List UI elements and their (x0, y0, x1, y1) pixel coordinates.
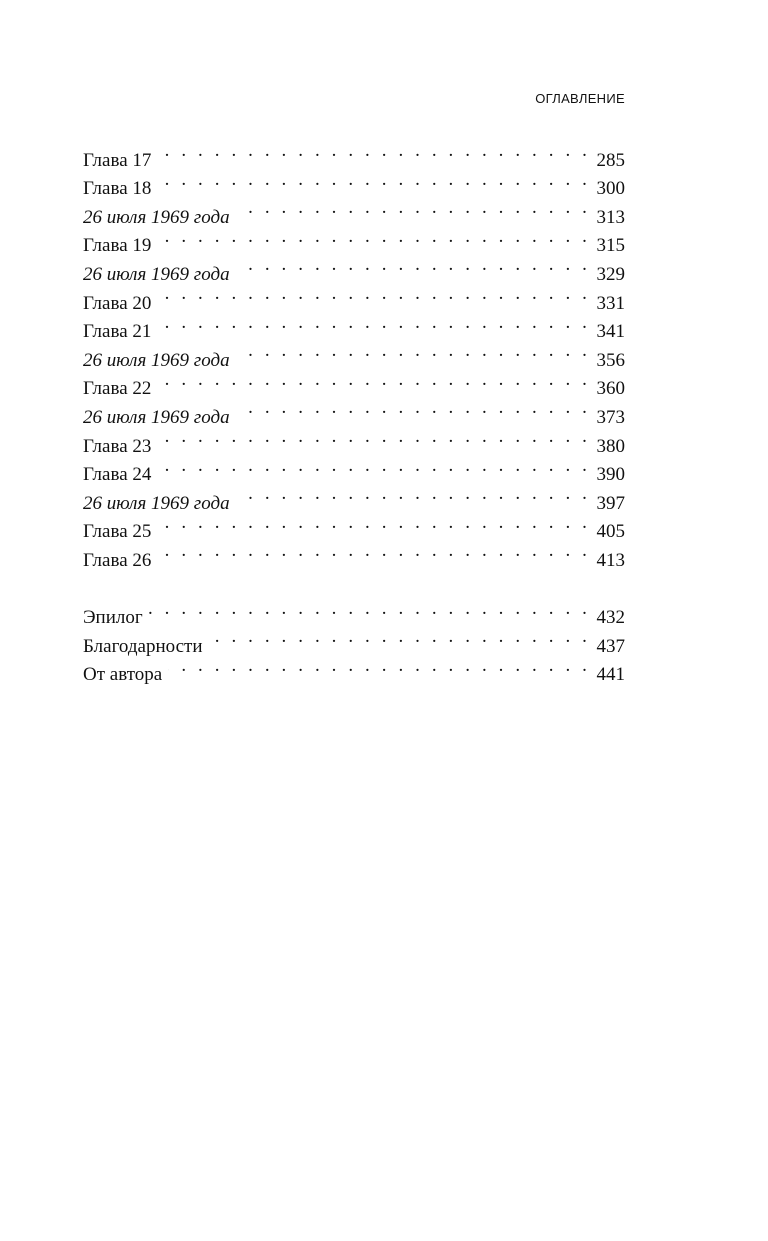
toc-entry-title: От автора (83, 664, 163, 686)
toc-entry-title: 26 июля 1969 года (83, 263, 230, 285)
table-of-contents (83, 137, 625, 686)
toc-entry-page: 437 (596, 635, 625, 657)
toc-entry-title: Глава 22 (83, 378, 152, 400)
dot-leader (157, 280, 590, 309)
toc-entry-page: 300 (596, 178, 625, 200)
toc-entry-page: 390 (596, 464, 625, 486)
toc-entry[interactable] (83, 309, 625, 343)
toc-entry-page: 432 (596, 607, 625, 629)
toc-entry[interactable] (83, 509, 625, 543)
toc-entry-page: 360 (596, 378, 625, 400)
toc-entry-title: Благодарности (83, 635, 203, 657)
toc-entry[interactable] (83, 537, 625, 571)
dot-leader (157, 309, 590, 338)
dot-leader (157, 423, 590, 452)
toc-entry-page: 441 (596, 664, 625, 686)
toc-entry-page: 285 (596, 149, 625, 171)
toc-entry-page: 373 (596, 406, 625, 428)
toc-entry-page: 356 (596, 349, 625, 371)
toc-entry-title: Глава 24 (83, 464, 152, 486)
toc-entry[interactable] (83, 337, 625, 371)
toc-entry-page: 405 (596, 521, 625, 543)
toc-entry-title: Глава 20 (83, 292, 152, 314)
toc-entry-page: 380 (596, 435, 625, 457)
dot-leader (168, 652, 590, 681)
toc-entry-title: Глава 26 (83, 549, 152, 571)
toc-entry-page: 397 (596, 492, 625, 514)
toc-entry-title: Эпилог (83, 607, 143, 629)
toc-entry-title: Глава 21 (83, 321, 152, 343)
toc-entry-title: Глава 23 (83, 435, 152, 457)
dot-leader (157, 137, 590, 166)
toc-entry-title: Глава 19 (83, 235, 152, 257)
dot-leader (157, 537, 590, 566)
dot-leader (157, 366, 590, 395)
toc-entry-title: 26 июля 1969 года (83, 206, 230, 228)
toc-entry-title: 26 июля 1969 года (83, 349, 230, 371)
toc-entry-title: Глава 25 (83, 521, 152, 543)
toc-entry-title: 26 июля 1969 года (83, 492, 230, 514)
dot-leader (209, 623, 591, 652)
toc-entry[interactable] (83, 280, 625, 314)
dot-leader (149, 595, 591, 624)
toc-entry-page: 313 (596, 206, 625, 228)
dot-leader (236, 194, 591, 223)
toc-entry-acknowledgements[interactable] (83, 623, 625, 657)
dot-leader (236, 251, 591, 280)
toc-entry[interactable] (83, 166, 625, 200)
toc-entry[interactable] (83, 137, 625, 171)
toc-entry-title: Глава 17 (83, 149, 152, 171)
dot-leader (236, 394, 591, 423)
toc-entry-page: 413 (596, 549, 625, 571)
dot-leader (157, 223, 590, 252)
toc-entry[interactable] (83, 366, 625, 400)
toc-entry[interactable] (83, 480, 625, 514)
toc-entry-title: Глава 18 (83, 178, 152, 200)
toc-entry[interactable] (83, 251, 625, 285)
toc-entry[interactable] (83, 452, 625, 486)
running-head: ОГЛАВЛЕНИЕ (535, 91, 625, 106)
toc-entry[interactable] (83, 223, 625, 257)
toc-entry-page: 341 (596, 321, 625, 343)
dot-leader (157, 452, 590, 481)
toc-entry-title: 26 июля 1969 года (83, 406, 230, 428)
toc-entry[interactable] (83, 423, 625, 457)
toc-entry[interactable] (83, 394, 625, 428)
dot-leader (236, 480, 591, 509)
dot-leader (236, 337, 591, 366)
toc-entry-page: 331 (596, 292, 625, 314)
toc-entry-page: 315 (596, 235, 625, 257)
dot-leader (157, 509, 590, 538)
toc-entry[interactable] (83, 194, 625, 228)
dot-leader (157, 166, 590, 195)
toc-entry-page: 329 (596, 263, 625, 285)
toc-entry-epilogue[interactable] (83, 595, 625, 629)
